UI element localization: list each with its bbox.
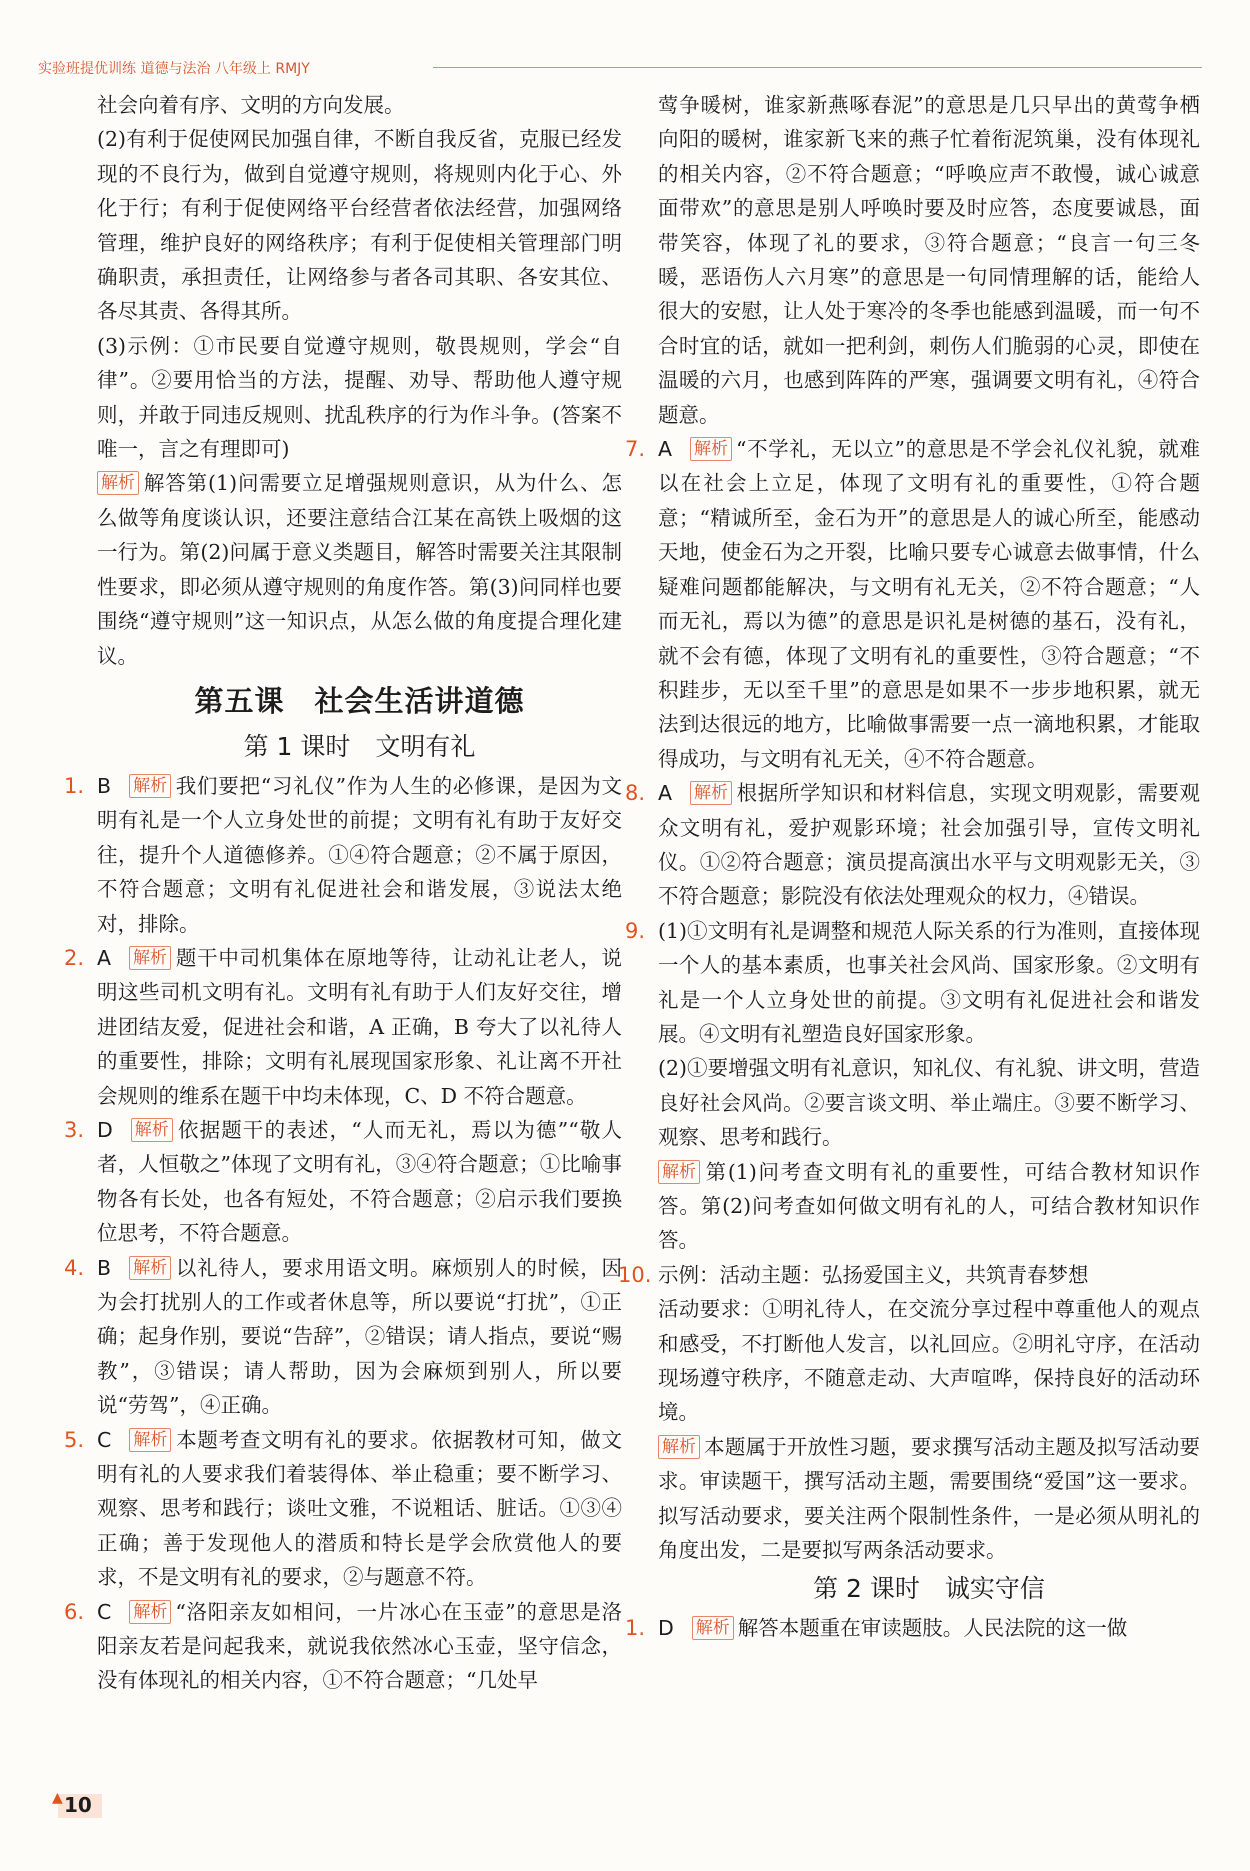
paragraph: (3)示例：①市民要自觉遵守规则，敬畏规则，学会“自律”。②要用恰当的方法，提醒、劝导、帮助他人遵守规则，并敢于同违反规则、扰乱秩序的行为作斗争。(答案不唯一，言之有理即可) — [97, 333, 622, 462]
analysis-label: 解析 — [658, 1435, 700, 1459]
answer-item — [64, 1595, 622, 1698]
paragraph: 示例：活动主题：弘扬爱国主义，共筑青春梦想 — [658, 1262, 1089, 1287]
answer-letter: D — [97, 1117, 113, 1142]
answer-letter: A — [97, 945, 112, 970]
answer-letter: D — [658, 1616, 674, 1641]
answer-item-9 — [625, 914, 1200, 1258]
answer-letter: B — [97, 1255, 112, 1280]
item-number: 1. — [625, 1616, 646, 1641]
item-number: 5. — [64, 1427, 85, 1452]
analysis-label: 解析 — [129, 1600, 171, 1624]
left-column — [64, 88, 622, 1698]
answer-item — [64, 769, 622, 941]
item-number: 3. — [64, 1117, 85, 1142]
page-number-badge — [52, 1790, 102, 1818]
analysis-text: 根据所学知识和材料信息，实现文明观影，需要观众文明有礼，爱护观影环境；社会加强引导，宣传文明礼仪。①②符合题意；演员提高演出水平与文明观影无关，③不符合题意；影院没有依法处理观众的权力，④错误。 — [658, 781, 1200, 909]
header-rule — [433, 67, 1202, 68]
analysis-text: 本题属于开放性习题，要求撰写活动主题及拟写活动要求。审读题干，撰写活动主题，需要围绕“爱国”这一要求。拟写活动要求，要关注两个限制性条件，一是必须从明礼的角度出发，二是要拟写两条活动要求。 — [658, 1434, 1200, 1563]
section-title: 第 2 课时 诚实守信 — [813, 1574, 1045, 1604]
analysis-label: 解析 — [129, 774, 171, 798]
paragraph: (1)①文明有礼是调整和规范人际关系的行为准则，直接体现一个人的基本素质，也事关社会风尚、国家形象。②文明有礼是一个人立身处世的前提。③文明有礼促进社会和谐发展。④文明有礼塑造良好国家形象。 — [658, 918, 1200, 1046]
analysis-label: 解析 — [129, 1256, 171, 1280]
answer-item-10 — [618, 1258, 1200, 1568]
analysis-label: 解析 — [658, 1160, 700, 1184]
analysis-label: 解析 — [692, 1616, 734, 1640]
answer-item — [625, 432, 1200, 776]
analysis-text: 依据题干的表述，“人而无礼，焉以为德”“敬人者，人恒敬之”体现了文明有礼，③④符合题意；①比喻事物各有长处，也各有短处，不符合题意；②启示我们要换位思考，不符合题意。 — [97, 1117, 622, 1246]
analysis-text: “洛阳亲友如相问，一片冰心在玉壶”的意思是洛阳亲友若是问起我来，就说我依然冰心玉壶，坚守信念，没有体现礼的相关内容，①不符合题意；“几处早 — [97, 1599, 622, 1693]
page-number: 10 — [64, 1793, 92, 1817]
section-title: 第 1 课时 文明有礼 — [243, 731, 476, 761]
analysis-text: 题干中司机集体在原地等待，让动礼让老人，说明这些司机文明有礼。文明有礼有助于人们友好交往，增进团结友爱，促进社会和谐，A 正确，B 夸大了以礼待人的重要性，排除；文明有礼展现国家形象、礼让离不开社会规则的维系在题干中均未体现，C、D 不符合题意。 — [97, 945, 622, 1108]
answer-item — [64, 941, 622, 1113]
analysis-text: “不学礼，无以立”的意思是不学会礼仪礼貌，就难以在社会上立足，体现了文明有礼的重要性，①符合题意；“精诚所至，金石为开”的意思是人的诚心所至，能感动天地，使金石为之开裂，比喻只要专心诚意去做事情，什么疑难问题都能解决，与文明有礼无关，②不符合题意；“人而无礼，焉以为德”的意思是识礼是树德的基石，没有礼，就不会有德，体现了文明有礼的重要性，③符合题意；“不积跬步，无以至千里”的意思是如果不一步步地积累，就无法到达很远的地方，比喻做事需要一点一滴地积累，才能取得成功，与文明有礼无关，④不符合题意。 — [658, 437, 1200, 771]
paragraph: (2)有利于促使网民加强自律，不断自我反省，克服已经发现的不良行为，做到自觉遵守规则，将规则内化于心、外化于行；有利于促使网络平台经营者依法经营，加强网络管理，维护良好的网络秩序；有利于促使相关管理部门明确职责，承担责任，让网络参与者各司其职、各安其位、各尽其责、各得其所。 — [97, 127, 622, 324]
item-number: 4. — [64, 1255, 85, 1280]
answer-item — [64, 1113, 622, 1251]
analysis-label: 解析 — [690, 781, 732, 805]
analysis-label: 解析 — [690, 437, 732, 461]
analysis-paragraph — [97, 466, 622, 672]
analysis-text: 以礼待人，要求用语文明。麻烦别人的时候，因为会打扰别人的工作或者休息等，所以要说“打扰”，①正确；起身作别，要说“告辞”，②错误；请人指点，要说“赐教”，③错误；请人帮助，因为会麻烦到别人，所以要说“劳驾”，④正确。 — [97, 1255, 622, 1418]
paragraph: (2)①要增强文明有礼意识，知礼仪、有礼貌、讲文明，营造良好社会风尚。②要言谈文明、举止端庄。③要不断学习、观察、思考和践行。 — [658, 1056, 1200, 1150]
analysis-label: 解析 — [97, 471, 139, 495]
paragraph: 莺争暖树，谁家新燕啄春泥”的意思是几只早出的黄莺争栖向阳的暖树，谁家新飞来的燕子忙着衔泥筑巢，没有体现礼的相关内容，②不符合题意；“呼唤应声不敢慢，诚心诚意面带欢”的意思是别人呼唤时要及时应答，态度要诚恳，面带笑容，体现了礼的要求，③符合题意；“良言一句三冬暖，恶语伤人六月寒”的意思是一句同情理解的话，能给人很大的安慰，让人处于寒冷的冬季也能感到温暖，而一句不合时宜的话，就如一把利剑，刺伤人们脆弱的心灵，即使在温暖的六月，也感到阵阵的严寒，强调要文明有礼，④符合题意。 — [658, 93, 1200, 427]
paragraph: 活动要求：①明礼待人，在交流分享过程中尊重他人的观点和感受，不打断他人发言，以礼回应。②明礼守序，在活动现场遵守秩序，不随意走动、大声喧哗，保持良好的活动环境。 — [658, 1297, 1200, 1425]
analysis-text: 第(1)问考查文明有礼的重要性，可结合教材知识作答。第(2)问考查如何做文明有礼的人，可结合教材知识作答。 — [658, 1159, 1200, 1253]
answer-letter: C — [97, 1599, 112, 1624]
item-number: 9. — [625, 918, 646, 943]
page-header — [38, 58, 1202, 80]
answer-letter: C — [97, 1427, 112, 1452]
paragraph: 社会向着有序、文明的方向发展。 — [97, 93, 405, 117]
right-column — [618, 88, 1200, 1646]
item-number: 1. — [64, 773, 85, 798]
analysis-text: 我们要把“习礼仪”作为人生的必修课，是因为文明有礼是一个人立身处世的前提；文明有礼有助于友好交往，提升个人道德修养。①④符合题意；②不属于原因，不符合题意；文明有礼促进社会和谐发展，③说法太绝对，排除。 — [97, 773, 622, 936]
arrow-up-icon: ▲ — [52, 1790, 63, 1806]
answer-item — [64, 1251, 622, 1423]
answer-item — [625, 1611, 1200, 1645]
analysis-text: 本题考查文明有礼的要求。依据教材可知，做文明有礼的人要求我们着装得体、举止稳重；要不断学习、观察、思考和践行；谈吐文雅，不说粗话、脏话。①③④正确；善于发现他人的潜质和特长是学会欣赏他人的要求，不是文明有礼的要求，②与题意不符。 — [97, 1427, 622, 1590]
answer-letter: A — [658, 781, 673, 806]
item-number: 8. — [625, 781, 646, 806]
item-number: 7. — [625, 437, 646, 462]
analysis-label: 解析 — [131, 1118, 173, 1142]
answer-letter: B — [97, 773, 112, 798]
item-number: 2. — [64, 945, 85, 970]
answer-item — [64, 1423, 622, 1595]
header-title: 实验班提优训练 道德与法治 八年级上 RMJY — [38, 61, 310, 77]
item-number: 6. — [64, 1599, 85, 1624]
item-number: 10. — [618, 1262, 652, 1287]
analysis-text: 解答本题重在审读题肢。人民法院的这一做 — [737, 1616, 1128, 1641]
answer-letter: A — [658, 437, 673, 462]
analysis-label: 解析 — [129, 946, 171, 970]
lesson-title: 第五课 社会生活讲道德 — [194, 683, 525, 718]
answer-item — [625, 776, 1200, 914]
analysis-label: 解析 — [129, 1428, 171, 1452]
analysis-text: 解答第(1)问需要立足增强规则意识，从为什么、怎么做等角度谈认识，还要注意结合江某在高铁上吸烟的这一行为。第(2)问属于意义类题目，解答时需要关注其限制性要求，即必须从遵守规则的角度作答。第(3)问同样也要围绕“遵守规则”这一知识点，从怎么做的角度提合理化建议。 — [97, 471, 622, 668]
